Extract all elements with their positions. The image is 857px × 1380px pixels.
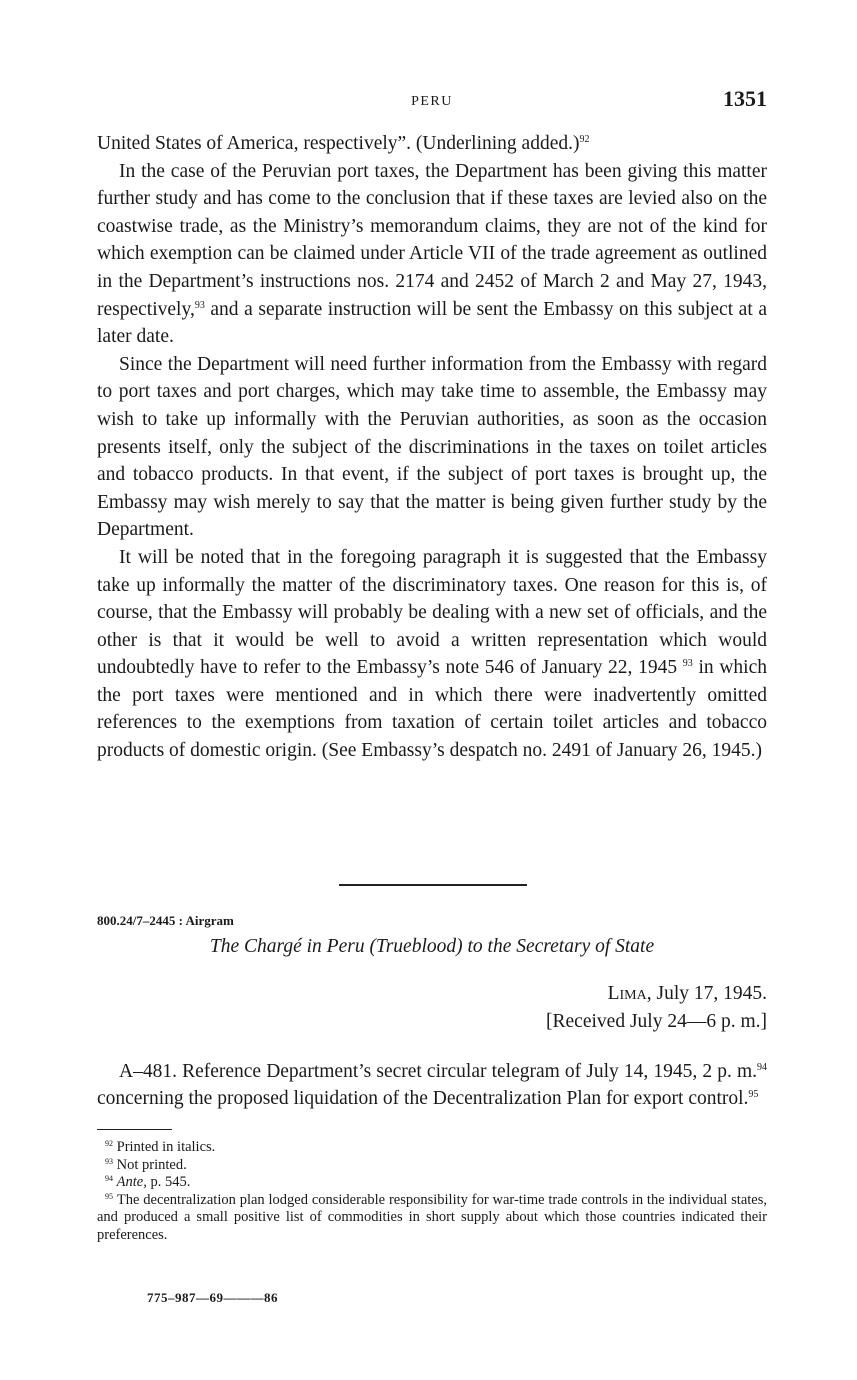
footnote-number: 95	[105, 1191, 113, 1201]
footnote-ref-93: 93	[194, 299, 205, 311]
place: Lima	[607, 983, 647, 1004]
footnote-ref-92: 92	[579, 134, 590, 145]
paragraph-3: Since the Department will need further information from the Embassy with regard to port taxes and port charges, which may take time to assemble, the Embassy may wish to take up informally with the Peruvian authorities, as soon as the occasion presents itself, only the subject of the discriminations in the taxes on toilet articles and tobacco products. In that event, if the subject of port taxes is brought up, the Embassy may wish merely to say that the matter is being given further study by the Department.	[97, 353, 767, 541]
airgram-text-b: concerning the proposed liquidation of the Decentralization Plan for export control.	[97, 1088, 749, 1110]
footnote-93	[97, 1157, 767, 1175]
footnote-number: 94	[105, 1174, 113, 1183]
airgram-text	[97, 1058, 767, 1113]
printer-imprint: 775–987—69———86	[147, 1290, 278, 1305]
paragraph-2-text-b: and a separate instruction will be sent the Embassy on this subject at a later date.	[97, 298, 767, 348]
footnote-95	[97, 1192, 767, 1245]
document-reference: 800.24/7–2445 : Airgram	[97, 913, 234, 928]
footnote-ref-93b: 93	[682, 658, 693, 670]
document-title: The Chargé in Peru (Trueblood) to the Secretary of State	[209, 936, 655, 957]
footnote-text: The decentralization plan lodged considerable responsibility for war-time trade controls in the individual states, and produced a small positive list of commodities in short supply about which those countries indicated their preferences.	[97, 1191, 767, 1243]
footnote-92	[97, 1139, 767, 1157]
footnote-number: 92	[105, 1139, 113, 1148]
date: , July 17, 1945.	[646, 983, 767, 1004]
footnote-text: Not printed.	[116, 1156, 187, 1173]
footnote-ref-95: 95	[748, 1089, 759, 1101]
airgram-text-a: A–481. Reference Department’s secret circular telegram of July 14, 1945, 2 p. m.	[119, 1060, 757, 1082]
paragraph-2-text-a: In the case of the Peruvian port taxes, the Department has been giving this matter further study and has come to the conclusion that if these taxes are levied also on the coastwise trade, as the Ministry’s memorandum claims, they are not of the kind for which exemption can be claimed under Article VII of the trade agreement as outlined in the Department’s instructions nos. 2174 and 2452 of March 2 and May 27, 1943, respectively,	[97, 160, 767, 320]
footnote-number: 93	[105, 1156, 113, 1166]
paragraph-4	[97, 544, 767, 765]
paragraph-1	[97, 130, 767, 158]
place-date	[546, 980, 767, 1008]
received-note: [Received July 24—6 p. m.]	[546, 1010, 767, 1032]
running-head: PERU	[411, 94, 453, 109]
dateline	[546, 980, 767, 1035]
section-divider	[339, 884, 527, 886]
footnotes	[97, 1139, 767, 1244]
footnote-text: Printed in italics.	[116, 1139, 216, 1155]
body-text	[97, 130, 767, 765]
footnote-divider	[97, 1129, 172, 1130]
footnote-text: p. 545.	[146, 1174, 191, 1190]
paragraph-4-text-a: It will be noted that in the foregoing paragraph it is suggested that the Embassy take up informally the matter of the discriminatory taxes. One reason for this is, of course, that the Embassy will probably be dealing with a new set of officials, and the other is that it would be well to avoid a written representation which would undoubtedly have to refer to the Embassy’s note 546 of January 22, 1945	[97, 546, 767, 679]
footnote-94	[97, 1174, 767, 1192]
paragraph-1-text: United States of America, respectively”. (Underlining added.)	[97, 133, 580, 154]
paragraph-2	[97, 158, 767, 351]
paragraph-4-text-b: in which the port taxes were mentioned and in which there were inadvertently omitted references to the exemptions from taxation of certain toilet articles and tobacco products of domestic origin. (See Embassy’s despatch no. 2491 of January 26, 1945.)	[97, 657, 767, 762]
page-header	[97, 86, 767, 116]
page-number: 1351	[723, 86, 767, 111]
footnote-italic: Ante,	[116, 1174, 147, 1190]
footnote-ref-94: 94	[757, 1061, 767, 1073]
